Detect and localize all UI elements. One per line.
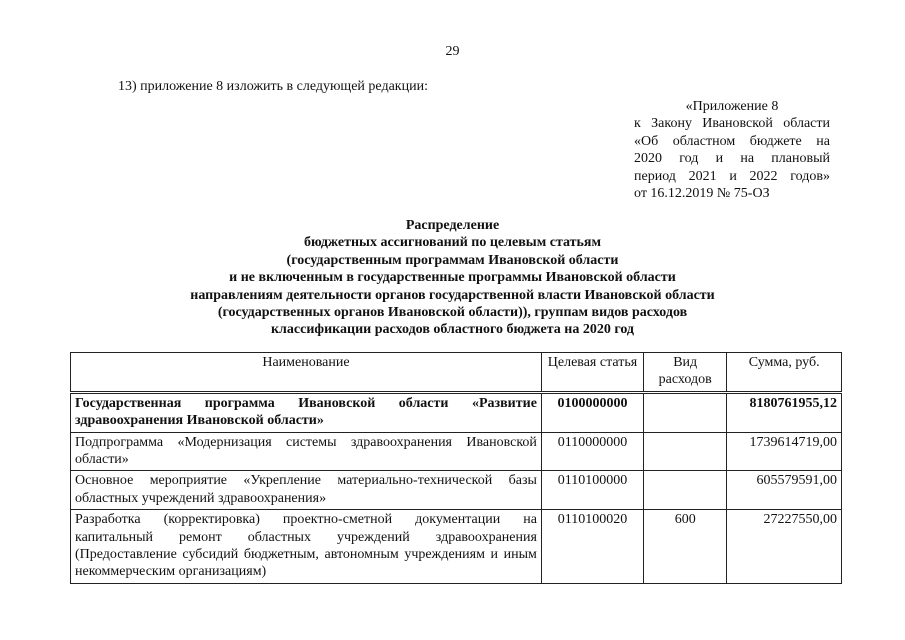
- header-type: Вид расходов: [644, 353, 727, 393]
- page-number: 29: [445, 44, 460, 59]
- row-type: [644, 471, 727, 510]
- row-sum: 27227550,00: [727, 510, 842, 584]
- row-code: 0110000000: [541, 432, 643, 471]
- title-line-3: (государственным программам Ивановской области: [286, 252, 619, 268]
- row-type: [644, 432, 727, 471]
- row-name: Подпрограмма «Модернизация системы здравоохранения Ивановской области»: [71, 432, 542, 471]
- row-type: 600: [644, 510, 727, 584]
- title-line-5: направлениям деятельности органов государственной власти Ивановской области: [190, 287, 715, 303]
- appendix-line-1: «Приложение 8: [685, 99, 779, 114]
- appendix-line-2: к Закону Ивановской области: [634, 116, 830, 132]
- budget-table: [70, 352, 842, 584]
- title-line-2: бюджетных ассигнований по целевым статьям: [303, 235, 602, 251]
- amendment-text: 13) приложение 8 изложить в следующей редакции:: [118, 79, 428, 94]
- table-row: [71, 510, 842, 584]
- appendix-line-4: 2020 год и на плановый: [634, 151, 830, 167]
- row-name: Государственная программа Ивановской области «Развитие здравоохранения Ивановской области»: [71, 392, 542, 432]
- row-name: Разработка (корректировка) проектно-сметной документации на капитальный ремонт областных учреждений здравоохранения (Предоставление субсидий бюджетным, автономным учреждениям и иным некоммерческим организациям): [71, 510, 542, 584]
- header-sum: Сумма, руб.: [727, 353, 842, 393]
- appendix-line-3: «Об областном бюджете на: [634, 133, 830, 149]
- title-line-7: классификации расходов областного бюджета на 2020 год: [270, 322, 635, 338]
- document-title: [0, 217, 905, 339]
- table-row: [71, 432, 842, 471]
- row-code: 0110100000: [541, 471, 643, 510]
- title-line-6: (государственных органов Ивановской области)), группам видов расходов: [217, 305, 688, 321]
- row-type: [644, 392, 727, 432]
- table-row: [71, 392, 842, 432]
- appendix-line-6: от 16.12.2019 № 75-ОЗ: [634, 186, 770, 202]
- header-code: Целевая статья: [541, 353, 643, 393]
- row-sum: 605579591,00: [727, 471, 842, 510]
- table-row: [71, 471, 842, 510]
- row-code: 0110100020: [541, 510, 643, 584]
- row-code: 0100000000: [541, 392, 643, 432]
- row-name: Основное мероприятие «Укрепление материально-технической базы областных учреждений здравоохранения»: [71, 471, 542, 510]
- appendix-line-5: период 2021 и 2022 годов»: [634, 168, 830, 184]
- table-header-row: [71, 353, 842, 393]
- row-sum: 8180761955,12: [727, 392, 842, 432]
- appendix-reference: [634, 98, 830, 202]
- header-name: Наименование: [71, 353, 542, 393]
- row-sum: 1739614719,00: [727, 432, 842, 471]
- title-line-4: и не включенным в государственные программы Ивановской области: [229, 270, 676, 286]
- title-line-1: Распределение: [405, 218, 500, 233]
